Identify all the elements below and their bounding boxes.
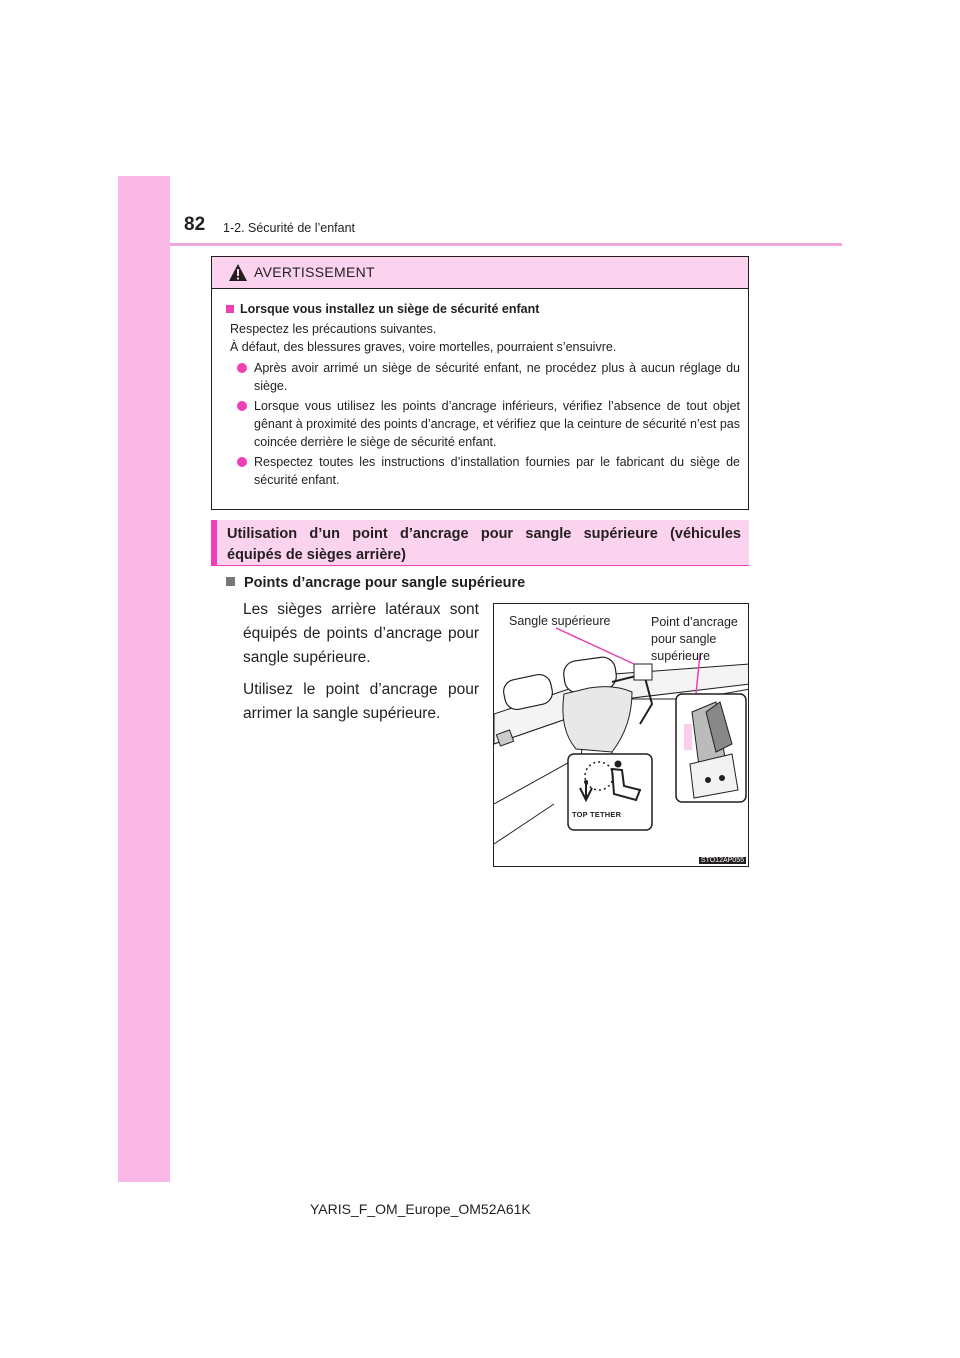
figure-code: STO12AP055: [700, 857, 744, 864]
page-number: 82: [184, 214, 206, 235]
square-bullet-icon: [226, 577, 235, 586]
warning-triangle-icon: [228, 263, 248, 282]
side-tab: [118, 176, 170, 1182]
footer-doc-id: YARIS_F_OM_Europe_OM52A61K: [310, 1201, 531, 1217]
warning-list: [226, 359, 742, 489]
warning-header: [212, 257, 748, 289]
subsection-heading: Points d’ancrage pour sangle supérieure: [244, 575, 526, 591]
warning-title: AVERTISSEMENT: [254, 264, 375, 280]
section-reference: 1-2. Sécurité de l’enfant: [223, 221, 356, 235]
subsection-heading-row: [226, 575, 525, 591]
warning-item: Respectez toutes les instructions d’installation fournies par le fabricant du siège de sécurité enfant.: [226, 453, 742, 489]
round-bullet-icon: [237, 401, 247, 411]
top-tether-badge-label: TOP TETHER: [572, 810, 622, 819]
warning-item: Lorsque vous utilisez les points d’ancrage inférieurs, vérifiez l’absence de tout objet gênant à proximité des points d’ancrage, et vérifiez que la ceinture de sécurité n’est pas coincée derrière le siège de sécurité enfant.: [226, 397, 742, 451]
header-divider: [170, 243, 842, 246]
warning-intro-2: À défaut, des blessures graves, voire mortelles, pourraient s’ensuivre.: [230, 340, 617, 354]
square-bullet-icon: [226, 305, 234, 313]
label-anchor-point: Point d’ancrage pour sangle supérieure: [651, 615, 738, 663]
body-paragraph: Utilisez le point d’ancrage pour arrimer la sangle supérieure.: [243, 681, 479, 722]
label-top-strap: Sangle supérieure: [509, 614, 611, 628]
warning-intro-1: Respectez les précautions suivantes.: [230, 322, 437, 336]
warning-heading: Lorsque vous installez un siège de sécurité enfant: [240, 302, 540, 316]
warning-box: [211, 256, 749, 510]
warning-item: Après avoir arrimé un siège de sécurité enfant, ne procédez plus à aucun réglage du siège.: [226, 359, 742, 395]
tether-illustration: [493, 603, 749, 867]
body-text: [243, 598, 479, 734]
section-title: Utilisation d’un point d’ancrage pour sangle supérieure (véhicules équipés de sièges arrière): [211, 520, 749, 566]
round-bullet-icon: [237, 457, 247, 467]
warning-body: [212, 289, 748, 489]
round-bullet-icon: [237, 363, 247, 373]
body-paragraph: Les sièges arrière latéraux sont équipés de points d’ancrage pour sangle supérieure.: [243, 601, 479, 666]
warning-heading-row: [226, 300, 742, 318]
